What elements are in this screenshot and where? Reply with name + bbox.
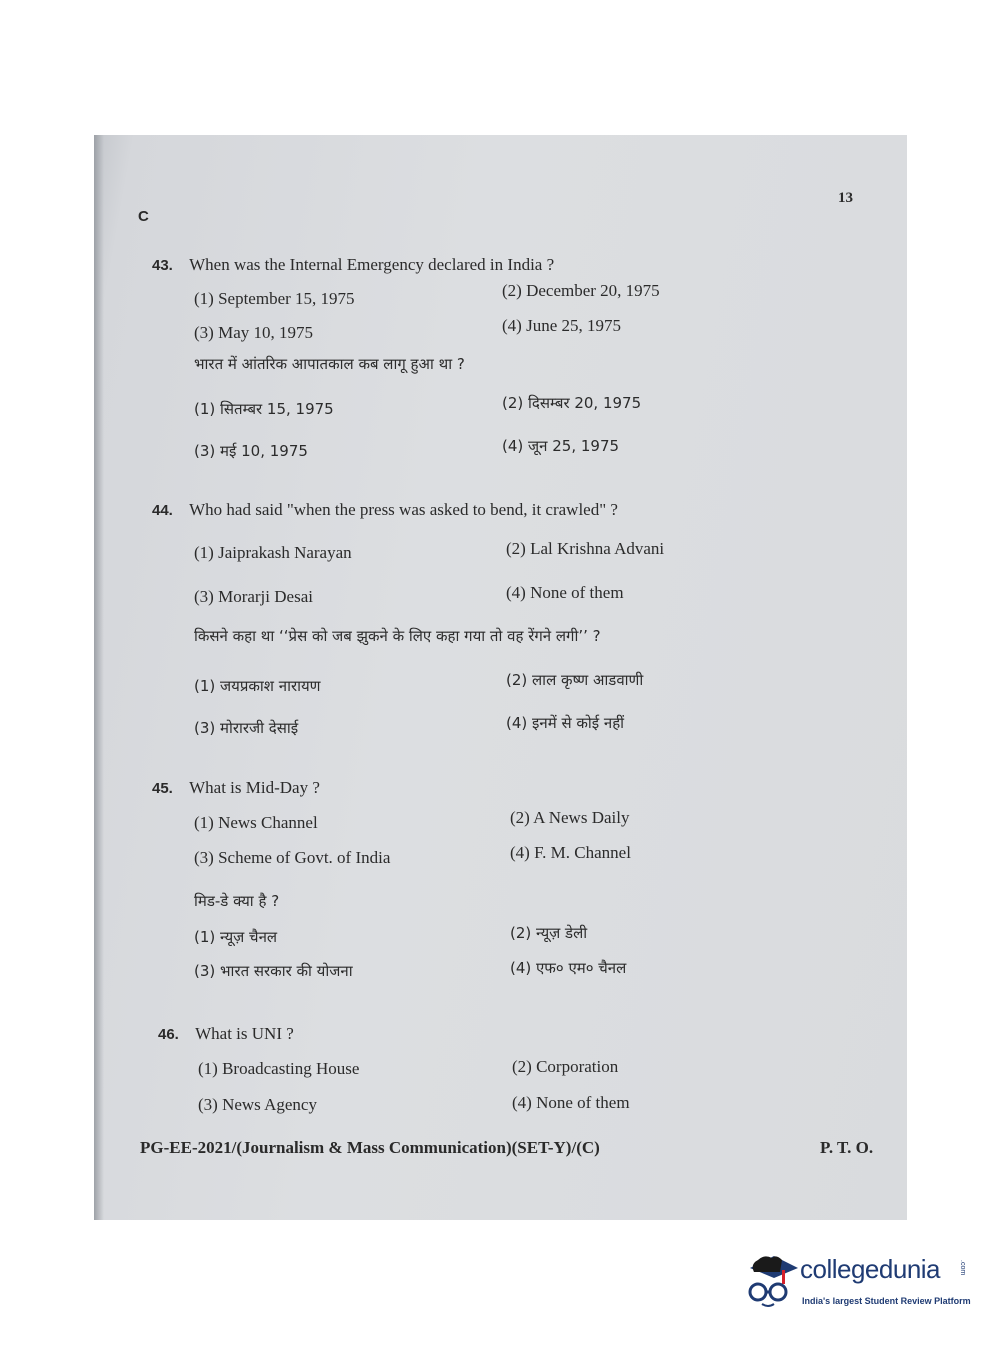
option-2: (2) Corporation xyxy=(512,1057,619,1076)
question-text-hindi: भारत में आंतरिक आपातकाल कब लागू हुआ था ? xyxy=(194,355,465,373)
option-3: (3) May 10, 1975 xyxy=(194,323,313,342)
option-2: (2) Lal Krishna Advani xyxy=(506,539,665,558)
option-3-hindi: (3) मई 10, 1975 xyxy=(194,442,308,460)
option-1: (1) Broadcasting House xyxy=(198,1059,360,1078)
question-text: When was the Internal Emergency declared in India ? xyxy=(189,255,555,274)
option-1-hindi: (1) जयप्रकाश नारायण xyxy=(194,677,321,695)
option-3: (3) Morarji Desai xyxy=(194,587,313,606)
option-1-hindi: (1) सितम्बर 15, 1975 xyxy=(194,400,334,418)
option-4-hindi: (4) एफ० एम० चैनल xyxy=(510,959,627,977)
option-1: (1) News Channel xyxy=(194,813,318,832)
question-text: Who had said "when the press was asked to bend, it crawled" ? xyxy=(189,500,618,519)
brand-name: collegedunia xyxy=(800,1254,941,1284)
option-1: (1) September 15, 1975 xyxy=(194,289,355,308)
option-4-hindi: (4) इनमें से कोई नहीं xyxy=(506,714,625,732)
option-4: (4) None of them xyxy=(512,1093,630,1112)
student-mascot-icon xyxy=(744,1252,800,1312)
option-4: (4) F. M. Channel xyxy=(510,843,631,862)
question-text: What is UNI ? xyxy=(195,1024,294,1043)
option-2: (2) December 20, 1975 xyxy=(502,281,660,300)
option-3-hindi: (3) भारत सरकार की योजना xyxy=(194,962,353,980)
paper-code: PG-EE-2021/(Journalism & Mass Communication)(SET-Y)/(C) xyxy=(140,1138,600,1157)
option-2-hindi: (2) दिसम्बर 20, 1975 xyxy=(502,394,642,412)
question-text: What is Mid-Day ? xyxy=(189,778,320,797)
question-number: 44. xyxy=(152,502,173,519)
question-number: 43. xyxy=(152,257,173,274)
option-4: (4) June 25, 1975 xyxy=(502,316,621,335)
option-2-hindi: (2) लाल कृष्ण आडवाणी xyxy=(506,671,644,689)
question-text-hindi: किसने कहा था ‘‘प्रेस को जब झुकने के लिए कहा गया तो वह रेंगने लगी’’ ? xyxy=(194,627,601,645)
option-3-hindi: (3) मोरारजी देसाई xyxy=(194,719,299,737)
set-code: C xyxy=(138,208,149,225)
question-text-hindi: मिड-डे क्या है ? xyxy=(194,892,280,910)
option-3: (3) Scheme of Govt. of India xyxy=(194,848,391,867)
brand-tagline: India's largest Student Review Platform xyxy=(802,1296,971,1306)
exam-page xyxy=(94,135,907,1220)
option-3: (3) News Agency xyxy=(198,1095,317,1114)
option-4-hindi: (4) जून 25, 1975 xyxy=(502,437,620,455)
option-1: (1) Jaiprakash Narayan xyxy=(194,543,352,562)
option-2: (2) A News Daily xyxy=(510,808,630,827)
brand-domain: .com xyxy=(959,1260,966,1276)
collegedunia-logo[interactable] xyxy=(744,1252,974,1322)
option-4: (4) None of them xyxy=(506,583,624,602)
page-number: 13 xyxy=(838,190,853,206)
option-2-hindi: (2) न्यूज़ डेली xyxy=(510,924,588,942)
option-1-hindi: (1) न्यूज़ चैनल xyxy=(194,928,278,946)
question-number: 45. xyxy=(152,780,173,797)
question-number: 46. xyxy=(158,1026,179,1043)
pto-label: P. T. O. xyxy=(820,1138,874,1157)
